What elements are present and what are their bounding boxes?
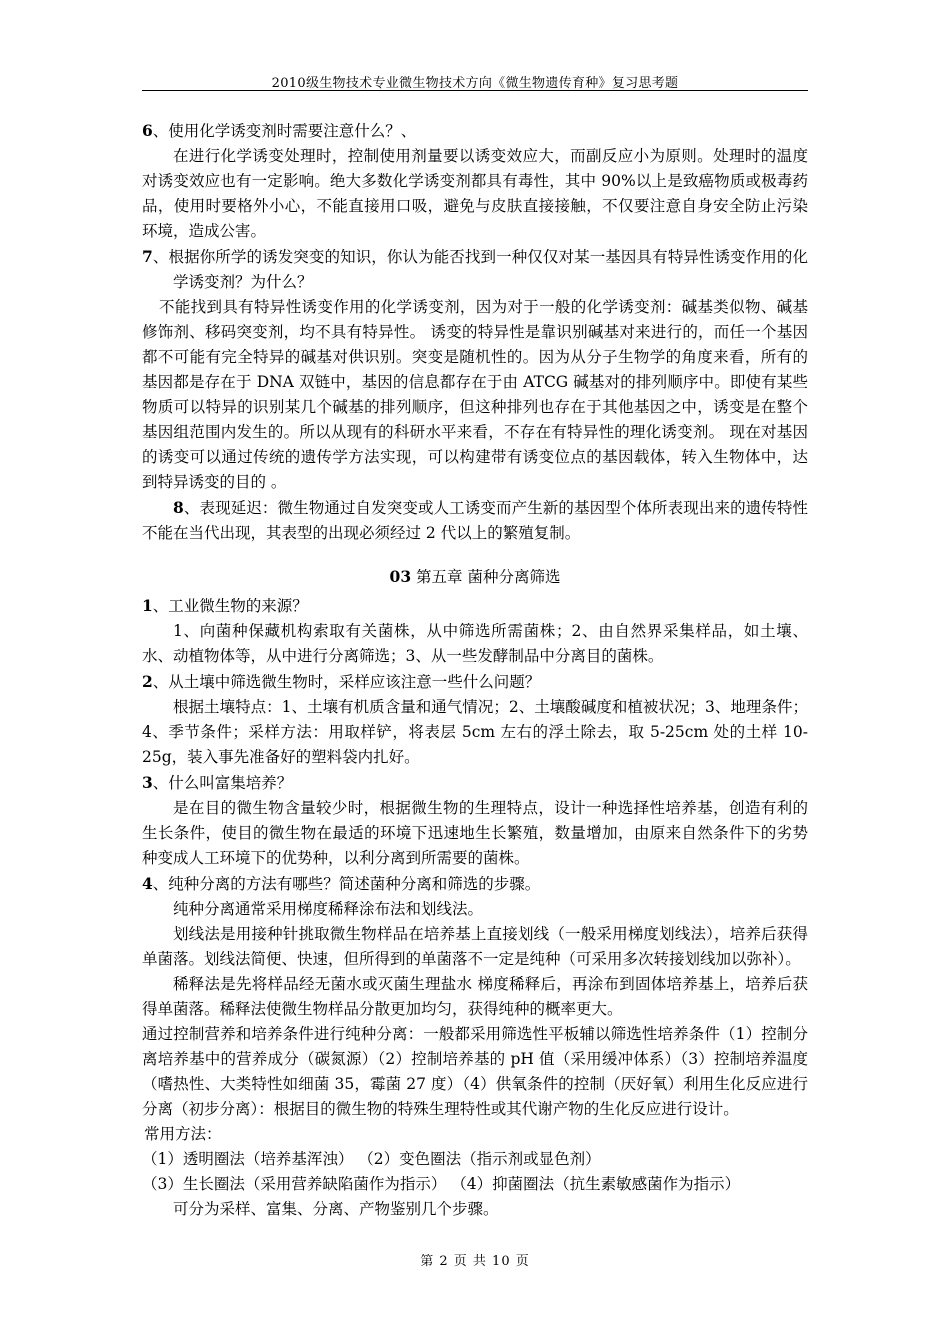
c4-steps: 可分为采样、富集、分离、产物鉴别几个步骤。	[173, 1200, 499, 1218]
c4-number: 4	[142, 874, 153, 893]
c1-question-text: 、工业微生物的来源？	[152, 597, 308, 615]
chapter-number: 03	[389, 567, 412, 586]
c2-number: 2	[142, 672, 153, 691]
c2-question-text: 、从土壤中筛选微生物时，采样应该注意一些什么问题？	[152, 673, 541, 691]
c1-answer: 1、向菌种保藏机构索取有关菌株，从中筛选所需菌株；2、由自然界采集样品，如土壤、水、动植物体等，从中进行分离筛选；3、从一些发酵制品中分离目的菌株。	[142, 622, 808, 665]
c4-answer-dilution: 稀释法是先将样品经无菌水或灭菌生理盐水 梯度稀释后，再涂布到固体培养基上，培养后获得单菌落。稀释法使微生物样品分散更加均匀，获得纯种的概率更大。	[142, 975, 808, 1018]
c4-answer-streak: 划线法是用接种针挑取微生物样品在培养基上直接划线（一般采用梯度划线法），培养后获得单菌落。划线法简便、快速，但所得到的单菌落不一定是纯种（可采用多次转接划线加以弥补）。	[142, 925, 808, 968]
page-header: 2010级生物技术专业微生物技术方向《微生物遗传育种》复习思考题	[271, 76, 679, 91]
q6-question	[142, 118, 808, 144]
page-footer: 第 2 页 共 10 页	[420, 1254, 530, 1269]
q7-answer: 不能找到具有特异性诱变作用的化学诱变剂，因为对于一般的化学诱变剂：碱基类似物、碱基修饰剂、移码突变剂，均不具有特异性。 诱变的特异性是靠识别碱基对来进行的，而任一个基因都不可能有完全特异的碱基对供识别。突变是随机性的。因为从分子生物学的角度来看，所有的基因都是存在于 DNA 双链中，基因的信息都存在于由 ATCG 碱基对的排列顺序中。即使有某些物质可以特异的识别某几个碱基的排列顺序，但这种排列也存在于其他基因之中，诱变是在整个基因组范围内发生的。所以从现有的科研水平来看，不存在有特异性的理化诱变剂。 现在对基因的诱变可以通过传统的遗传学方法实现，可以构建带有诱变位点的基因载体，转入生物体中，达到特异诱变的目的 。	[142, 298, 808, 491]
header-divider	[142, 90, 808, 91]
c4-answer-control: 通过控制营养和培养条件进行纯种分离：一般都采用筛选性平板辅以筛选性培养条件（1）控制分离培养基中的营养成分（碳氮源）（2）控制培养基的 pH 值（采用缓冲体系）（3）控制培养温度（嗜热性、大类特性如细菌 35，霉菌 27 度）（4）供氧条件的控制（厌好氧）利用生化反应进行分离（初步分离）：根据目的微生物的特殊生理特性或其代谢产物的生化反应进行设计。	[142, 1025, 808, 1118]
document-body	[142, 118, 808, 1222]
c3-question	[142, 770, 808, 796]
c4-question	[142, 871, 808, 897]
q6-number: 6	[142, 121, 153, 140]
q7-question-text: 、根据你所学的诱发突变的知识，你认为能否找到一种仅仅对某一基因具有特异性诱变作用的化学诱变剂？为什么？	[152, 248, 808, 291]
c1-number: 1	[142, 596, 153, 615]
q6-answer: 在进行化学诱变处理时，控制使用剂量要以诱变效应大，而副反应小为原则。处理时的温度对诱变效应也有一定影响。绝大多数化学诱变剂都具有毒性，其中 90%以上是致癌物质或极毒药品，使用时要格外小心，不能直接用口吸，避免与皮肤直接接触，不仅要注意自身安全防止污染环境，造成公害。	[142, 147, 808, 240]
c3-answer: 是在目的微生物含量较少时，根据微生物的生理特点，设计一种选择性培养基，创造有利的生长条件，使目的微生物在最适的环境下迅速地生长繁殖，数量增加，由原来自然条件下的劣势种变成人工环境下的优势种，以利分离到所需要的菌株。	[142, 799, 808, 867]
c4-methods-line2: （3）生长圈法（采用营养缺陷菌作为指示） （4）抑菌圈法（抗生素敏感菌作为指示）	[142, 1175, 741, 1193]
q7-question	[142, 244, 808, 295]
q6-question-text: 、使用化学诱变剂时需要注意什么？、	[152, 122, 417, 140]
c2-question	[142, 669, 808, 695]
q8-text: 、表现延迟：微生物通过自发突变或人工诱变而产生新的基因型个体所表现出来的遗传特性不能在当代出现，其表型的出现必须经过 2 代以上的繁殖复制。	[142, 499, 808, 542]
q8-number: 8	[173, 498, 184, 517]
chapter-title-text: 第五章 菌种分离筛选	[411, 568, 561, 586]
c4-methods-line1: （1）透明圈法（培养基浑浊） （2）变色圈法（指示剂或显色剂）	[142, 1150, 601, 1168]
c4-question-text: 、纯种分离的方法有哪些？简述菌种分离和筛选的步骤。	[152, 875, 541, 893]
c3-number: 3	[142, 773, 153, 792]
c4-answer-methods: 纯种分离通常采用梯度稀释涂布法和划线法。	[173, 900, 484, 918]
q7-number: 7	[142, 247, 153, 266]
c2-answer: 根据土壤特点：1、土壤有机质含量和通气情况；2、土壤酸碱度和植被状况；3、地理条件；4、季节条件；采样方法：用取样铲，将表层 5cm 左右的浮土除去，取 5-25cm 处的土样 10-25g，装入事先准备好的塑料袋内扎好。	[142, 698, 808, 766]
q8-item	[142, 495, 808, 546]
c1-question	[142, 593, 808, 619]
c4-common-methods-label: 常用方法：	[144, 1125, 222, 1143]
chapter-title	[142, 564, 808, 590]
c3-question-text: 、什么叫富集培养？	[152, 774, 293, 792]
